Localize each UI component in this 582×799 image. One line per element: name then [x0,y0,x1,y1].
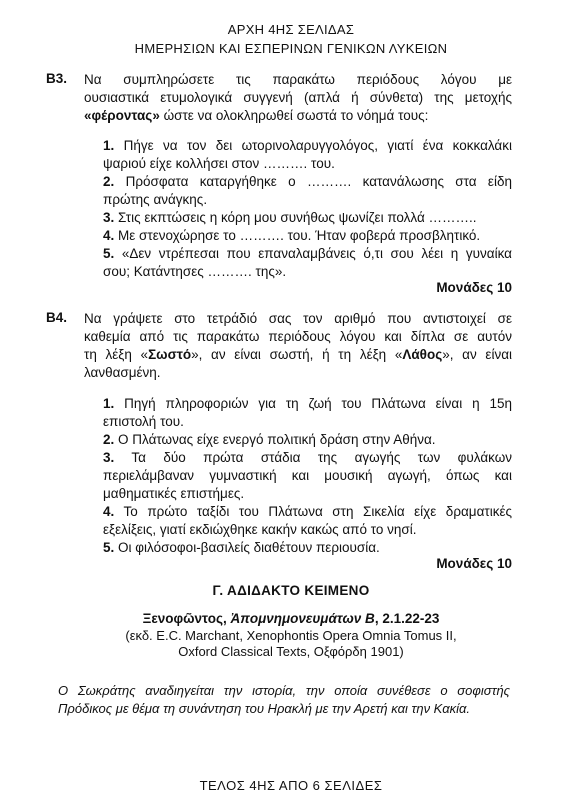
b4-item-2: 2. Ο Πλάτωνας είχε ενεργό πολιτική δράση στην Αθήνα. [103,432,436,447]
question-b4-label: Β4. [46,310,68,325]
b3-instruction-line: Να συμπληρώσετε τις παρακάτω περιόδους λόγου με [84,72,512,87]
b3-participle: «φέροντας» [84,108,160,123]
b4-item-1-cont: επιστολή του. [103,414,184,429]
b4-item-3-cont: μαθηματικές επιστήμες. [103,486,245,501]
edition-info-line2: Oxford Classical Texts, Οξφόρδη 1901) [178,644,404,659]
b3-item-5-cont: σου; Κατάντησες ………. της». [103,264,287,279]
page-footer: ΤΕΛΟΣ 4ΗΣ ΑΠΟ 6 ΣΕΛΙΔΕΣ [199,778,383,793]
question-b4-instructions [84,310,512,382]
question-b4-items [103,395,512,557]
intro-line: Πρόδικος με θέμα τη συνάντηση του Ηρακλή με την Αρετή και την Κακία. [58,701,471,716]
b4-item-3: 3. Τα δύο πρώτα στάδια της αγωγής των φυλάκων [103,450,512,465]
b4-correct-word: Σωστό [148,347,192,362]
question-b3-items [103,137,512,281]
question-b3-instructions [84,71,512,125]
b3-item-2: 2. Πρόσφατα καταργήθηκε ο ………. κατανάλωσης στα είδη [103,174,512,189]
b3-instruction-line: ουσιαστικά ετυμολογικά συγγενή (απλά ή σύνθετα) της μετοχής [84,90,512,105]
b4-instruction-line: καθεμία από τις παρακάτω περιόδους λόγου και δίπλα σε αυτόν [84,329,512,344]
b3-item-5: 5. «Δεν ντρέπεσαι που επαναλαμβάνεις ό,τι σου λέει η γυναίκα [103,246,512,261]
b4-item-5: 5. Οι φιλόσοφοι-βασιλείς διαθέτουν περιουσία. [103,540,380,555]
b4-item-4-cont: εξελίξεις, γιατί εκδιώχθηκε κακήν κακώς από το νησί. [103,522,417,537]
source-work-title: Ἀπομνημονευμάτων Β [230,611,375,626]
b4-item-1: 1. Πηγή πληροφοριών για τη ζωή του Πλάτωνα είναι η 15η [103,396,512,411]
b4-item-4: 4. Το πρώτο ταξίδι του Πλάτωνα στη Σικελία είχε δραματικές [103,504,512,519]
b3-item-2-cont: πρώτης ανάγκης. [103,192,208,207]
page-header-school-type: ΗΜΕΡΗΣΙΩΝ ΚΑΙ ΕΣΠΕΡΙΝΩΝ ΓΕΝΙΚΩΝ ΛΥΚΕΙΩΝ [134,41,448,56]
page-header-start: ΑΡΧΗ 4ΗΣ ΣΕΛΙΔΑΣ [227,22,355,37]
b3-points: Μονάδες 10 [436,280,512,295]
question-b3-label: Β3. [46,71,68,86]
b3-item-1: 1. Πήγε να τον δει ωτορινολαρυγγολόγος, γιατί ένα κοκκαλάκι [103,138,512,153]
b4-item-3-cont: περιελάμβαναν γυμναστική και μουσική αγωγή, όπως και [103,468,512,483]
edition-info-line1: (εκδ. E.C. Marchant, Xenophontis Opera Omnia Tomus II, [125,628,457,643]
b4-instruction-line: λανθασμένη. [84,365,161,380]
b4-wrong-word: Λάθος [402,347,443,362]
section-g-title: Γ. ΑΔΙΔΑΚΤΟ ΚΕΙΜΕΝΟ [212,583,370,598]
b3-instruction-line: ώστε να ολοκληρωθεί σωστά το νόημά τους: [159,108,429,123]
source-citation: Ξενοφῶντος, Ἀπομνημονευμάτων Β, 2.1.22-23 [142,611,440,626]
section-g-intro [58,682,510,718]
b3-item-4: 4. Με στενοχώρησε το ………. του. Ήταν φοβερά προσβλητικό. [103,228,481,243]
b3-item-3: 3. Στις εκπτώσεις η κόρη μου συνήθως ψωνίζει πολλά ……….. [103,210,477,225]
b4-instruction-line: Να γράψετε στο τετράδιό σας τον αριθμό που αντιστοιχεί σε [84,311,512,326]
b3-item-1-cont: ψαριού είχε κολλήσει στον ………. του. [103,156,335,171]
b4-points: Μονάδες 10 [436,556,512,571]
intro-line: Ο Σωκράτης αναδιηγείται την ιστορία, την οποία συνέθεσε ο σοφιστής [58,683,510,698]
b4-instruction-line: τη λέξη «Σωστό», αν είναι σωστή, ή τη λέξη «Λάθος», αν είναι [84,347,513,362]
